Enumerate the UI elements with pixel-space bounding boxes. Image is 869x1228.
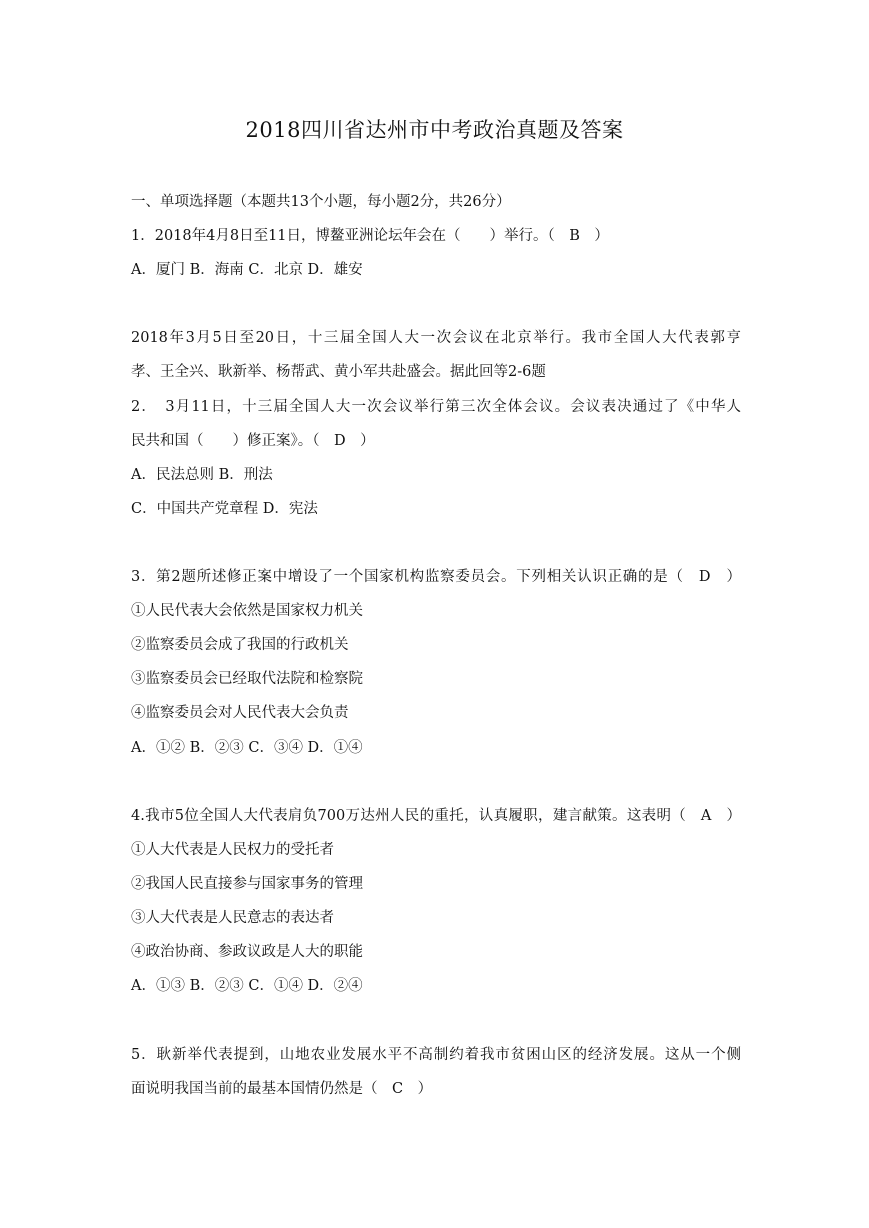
question-2-options-row-1: A．民法总则 B．刑法 [131,467,273,483]
question-1-options: A．厦门 B．海南 C．北京 D．雄安 [131,262,363,278]
question-4-options: A．①③ B．②③ C．①④ D．②④ [131,978,363,994]
question-3-statement-1: ①人民代表大会依然是国家权力机关 [131,603,363,619]
question-3-options: A．①② B．②③ C．③④ D．①④ [131,740,363,756]
question-5-stem-line-2: 面说明我国当前的最基本国情仍然是（ C ） [131,1081,433,1097]
question-3-statement-3: ③监察委员会已经取代法院和检察院 [131,671,363,687]
question-3-stem: 3．第2题所述修正案中增设了一个国家机构监察委员会。下列相关认识正确的是（ D ） [131,569,741,585]
question-4-statement-2: ②我国人民直接参与国家事务的管理 [131,876,363,892]
page-title: 2018四川省达州市中考政治真题及答案 [245,118,624,142]
question-2-options-row-2: C．中国共产党章程 D．宪法 [131,501,318,517]
section-heading: 一、单项选择题（本题共13个小题，每小题2分，共26分） [131,194,511,210]
question-1-stem: 1．2018年4月8日至11日，博鳌亚洲论坛年会在（ ）举行。（ B ） [131,228,609,244]
question-4-stem: 4.我市5位全国人大代表肩负700万达州人民的重托，认真履职，建言献策。这表明（ A ） [131,808,741,824]
question-3-statement-2: ②监察委员会成了我国的行政机关 [131,637,349,653]
question-4-statement-3: ③人大代表是人民意志的表达者 [131,910,334,926]
question-2-stem-line-2: 民共和国（ ）修正案》。（ D ） [131,433,375,449]
material-paragraph-line-2: 孝、王全兴、耿新举、杨帮武、黄小军共赴盛会。据此回等2-6题 [131,364,546,380]
question-4-statement-4: ④政治协商、参政议政是人大的职能 [131,944,363,960]
question-5-stem-line-1: 5．耿新举代表提到，山地农业发展水平不高制约着我市贫困山区的经济发展。这从一个侧 [131,1047,741,1063]
question-3-statement-4: ④监察委员会对人民代表大会负责 [131,705,349,721]
material-paragraph-line-1: 2018年3月5日至20日，十三届全国人大一次会议在北京举行。我市全国人大代表郭亨 [131,330,741,346]
question-4-statement-1: ①人大代表是人民权力的受托者 [131,842,334,858]
question-2-stem-line-1: 2． 3月11日，十三届全国人大一次会议举行第三次全体会议。会议表决通过了《中华人 [131,399,741,415]
